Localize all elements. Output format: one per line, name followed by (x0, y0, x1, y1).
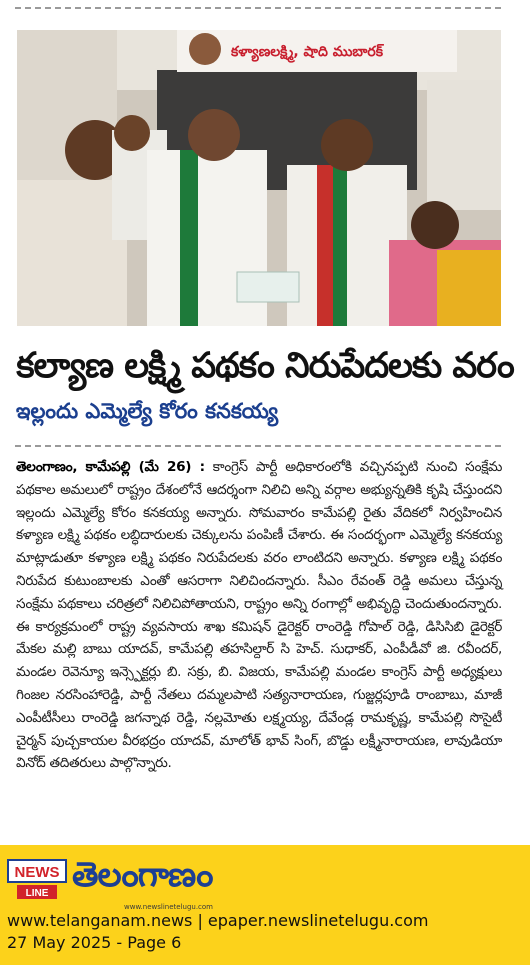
footer-date-page: 27 May 2025 - Page 6 (7, 933, 182, 952)
dateline: తెలంగాణం, కామేపల్లి (మే 26) : (16, 459, 205, 475)
logo-top-text: NEWS (14, 864, 60, 881)
news-photo (17, 30, 501, 326)
photo-illustration (17, 30, 501, 326)
banner-text: కళ్యాణలక్ష్మి, షాది ముబారక్ (231, 44, 384, 60)
footer-sites: www.telanganam.news | epaper.newslinetelugu.com (7, 911, 429, 930)
headline: కల్యాణ లక్ష్మి పథకం నిరుపేదలకు వరం (16, 346, 514, 386)
mid-dashed-rule (15, 445, 501, 447)
newsline-logo (7, 859, 67, 903)
article-body (16, 456, 502, 775)
logo-bottom-text: LINE (25, 888, 49, 899)
top-dashed-rule (15, 7, 501, 9)
subheadline: ఇల్లందు ఎమ్మెల్యే కోరం కనకయ్య (16, 399, 279, 423)
masthead-url: www.newslinetelugu.com (124, 903, 213, 911)
article-text: కాంగ్రెస్ పార్టీ అధికారంలోకి వచ్చినప్పటి నుంచి సంక్షేమ పథకాల అమలులో రాష్ట్రం దేశంలోనే ఆదర్శంగా నిలిచి అన్ని వర్గాల అభ్యున్నతికి కృషి చేస్తుందని ఇల్లందు ఎమ్మెల్యే కోరం కనకయ్య అన్నారు. సోమవారం కామేపల్లి రైతు వేదికలో నిర్వహించిన కళ్యాణ లక్ష్మి పథకం లబ్ధిదారులకు చెక్కులను పంపిణీ చేశారు. ఈ సందర్భంగా ఎమ్మెల్యే కనకయ్య మాట్లాడుతూ కళ్యాణ లక్ష్మి పథకం నిరుపేదలకు వరం లాంటిదని అన్నారు. కళ్యాణ లక్ష్మి పథకం నిరుపేద కుటుంబాలకు ఎంతో ఆసరాగా నిలిచిందన్నారు. సీఎం రేవంత్ రెడ్డి అమలు చేస్తున్న సంక్షేమ పథకాలు చరిత్రలో నిలిచిపోతాయని, రాష్ట్రం అన్ని రంగాల్లో అభివృద్ధి చెందుతుందన్నారు. ఈ కార్యక్రమంలో రాష్ట్ర వ్యవసాయ శాఖ కమిషన్ డైరెక్టర్ రాంరెడ్డి గోపాల్ రెడ్డి, డిసిసిబి డైరెక్టర్ మేకల మల్లి బాబు యాదవ్, కామేపల్లి తహసిల్దార్ సి హెచ్. సుధాకర్, ఎంపీడీవో జి. రవీందర్, మండల రెవెన్యూ ఇన్స్పెక్టర్లు బి. సక్రు, బి. విజయ, కామేపల్లి మండల కాంగ్రెస్ పార్టీ అధ్యక్షులు గింజల నరసింహారెడ్డి, పార్టీ నేతలు దమ్మలపాటి సత్యనారాయణ, గుజ్జర్లపూడి రాంబాబు, మాజీ ఎంపీటీసీలు రాంరెడ్డి జగన్నాథ రెడ్డి, నల్లమోతు లక్ష్మయ్య, దేవేండ్ల రామకృష్ణ, కామేపల్లి సొసైటీ చైర్మన్ పుచ్చకాయల వీరభద్రం యాదవ్, మాలోత్ భావ్ సింగ్, బొడ్డు లక్ష్మీనారాయణ, లావుడియా వినోద్ తదితరులు పాల్గొన్నారు. (16, 459, 502, 772)
masthead-title: తెలంగాణం (72, 855, 213, 895)
newsline-logo-graphic (7, 859, 67, 903)
footer (0, 845, 530, 965)
